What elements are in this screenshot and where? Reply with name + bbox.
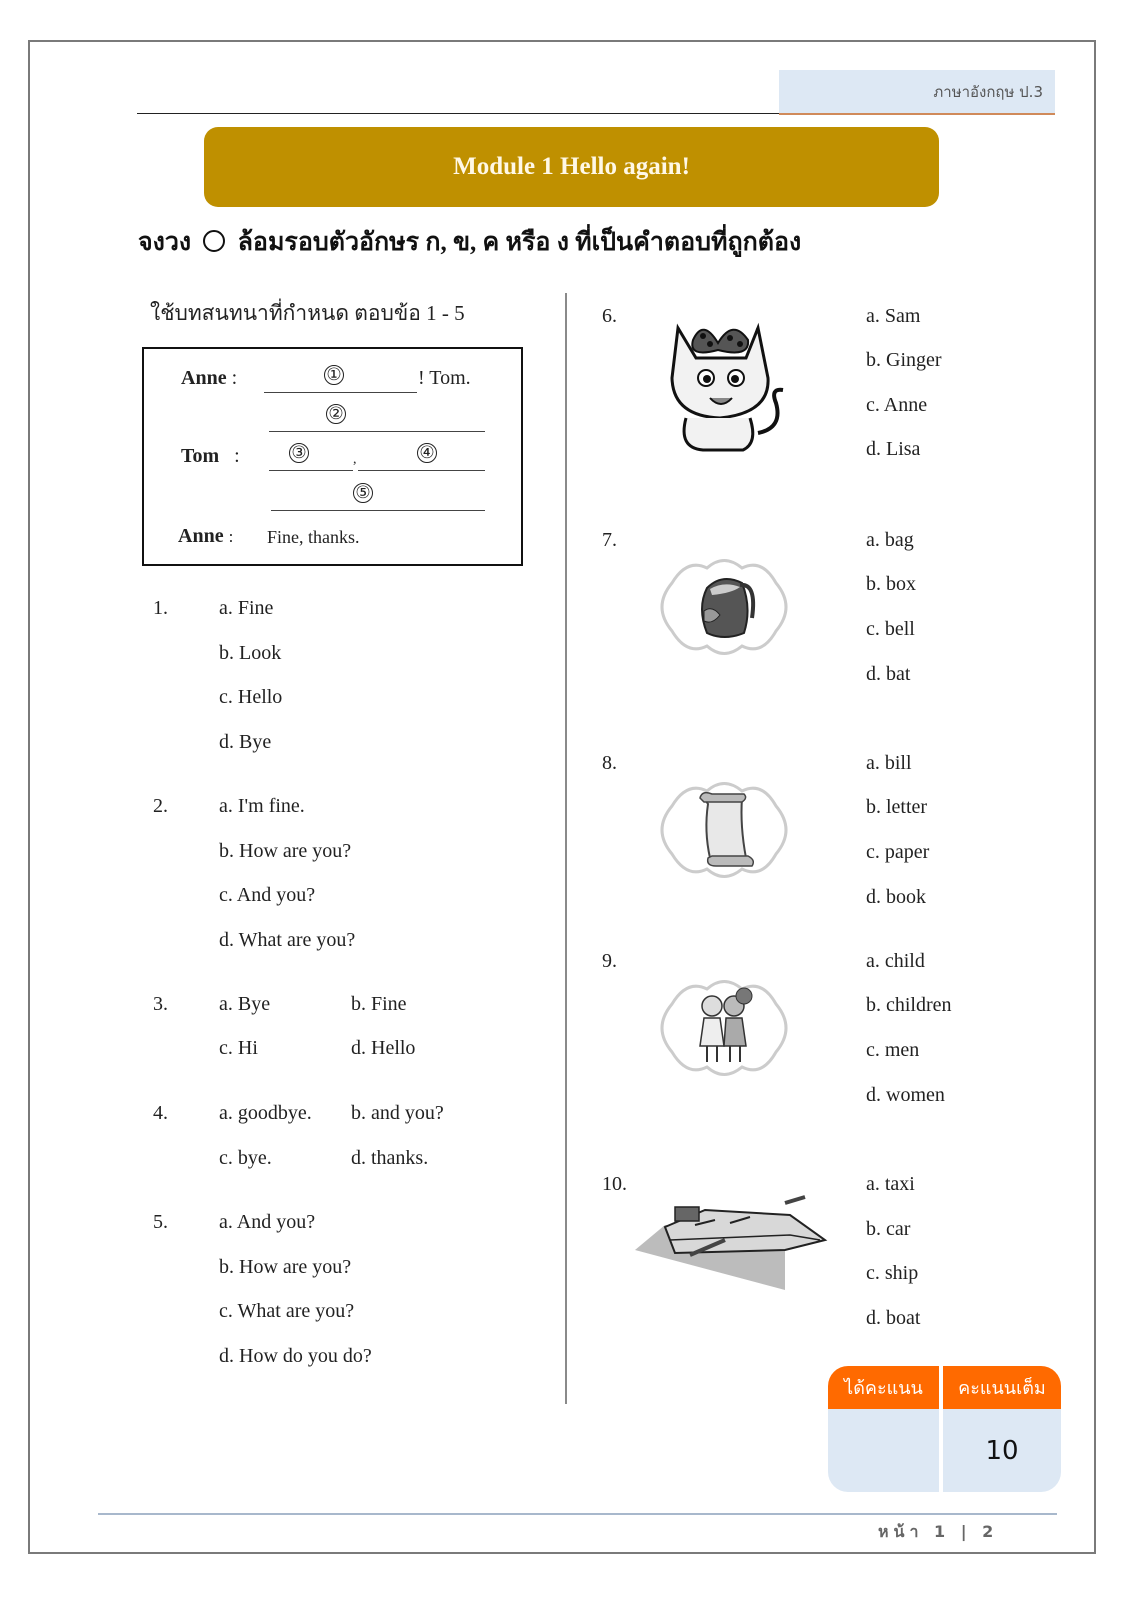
header-rule [137, 113, 779, 114]
page-border [28, 40, 1096, 1554]
instruction [138, 222, 801, 262]
blank-2-number: ② [326, 404, 346, 424]
option[interactable]: c. ship [866, 1262, 919, 1284]
option[interactable]: b. children [866, 994, 952, 1016]
question-number: 3. [153, 993, 168, 1015]
option[interactable]: c. men [866, 1039, 920, 1061]
question-number: 6. [602, 305, 617, 327]
option[interactable]: d. women [866, 1084, 945, 1106]
option[interactable]: a. Bye [219, 993, 271, 1015]
option[interactable]: c. Anne [866, 394, 928, 416]
option[interactable]: a. bag [866, 529, 914, 551]
option[interactable]: b. letter [866, 796, 928, 818]
option[interactable]: b. box [866, 573, 916, 595]
blank-5-number: ⑤ [353, 483, 373, 503]
option[interactable]: b. Fine [351, 993, 407, 1015]
option[interactable]: b. car [866, 1218, 911, 1240]
option[interactable]: d. Hello [351, 1037, 416, 1059]
dialog-intro: ใช้บทสนทนาที่กำหนด ตอบข้อ 1 - 5 [150, 301, 465, 325]
score-full-label: คะแนนเต็ม [943, 1366, 1061, 1409]
option[interactable]: d. bat [866, 663, 911, 685]
option[interactable]: c. paper [866, 841, 930, 863]
circle-icon [203, 230, 225, 252]
two-children-image [652, 974, 796, 1082]
blank-1-number: ① [324, 365, 344, 385]
blank-2-line [269, 431, 485, 432]
option[interactable]: c. bye. [219, 1147, 272, 1169]
question-number: 8. [602, 752, 617, 774]
dialog-speaker-anne-2: Anne : [178, 525, 234, 547]
blank-3-line [269, 470, 353, 471]
blank-3-number: ③ [289, 443, 309, 463]
instruction-text-1: จงวง [138, 229, 192, 256]
backpack-image [652, 553, 796, 661]
blank-4-line [358, 470, 485, 471]
header-rule-accent [779, 113, 1055, 115]
module-title: Module 1 Hello again! [453, 153, 690, 180]
footer-rule [98, 1513, 1057, 1515]
cat-with-bow-image [658, 318, 788, 454]
instruction-text-2: ล้อมรอบตัวอักษร ก, ข, ค หรือ ง ที่เป็นคำตอบที่ถูกต้อง [237, 229, 802, 256]
option[interactable]: d. How do you do? [219, 1345, 372, 1367]
score-full-value: 10 [943, 1409, 1061, 1492]
option[interactable]: b. Look [219, 642, 282, 664]
option[interactable]: a. Sam [866, 305, 921, 327]
question-number: 5. [153, 1211, 168, 1233]
option[interactable]: a. Fine [219, 597, 274, 619]
option[interactable]: b. and you? [351, 1102, 444, 1124]
option[interactable]: d. thanks. [351, 1147, 429, 1169]
dialog-speaker-tom: Tom : [181, 445, 240, 467]
option[interactable]: d. Bye [219, 731, 272, 753]
header-subject: ภาษาอังกฤษ ป.3 [933, 83, 1043, 101]
question-number: 2. [153, 795, 168, 817]
option[interactable]: c. Hello [219, 686, 283, 708]
option[interactable]: c. bell [866, 618, 915, 640]
option[interactable]: c. Hi [219, 1037, 258, 1059]
option[interactable]: d. book [866, 886, 926, 908]
option[interactable]: c. And you? [219, 884, 316, 906]
dialog-box [142, 347, 523, 566]
header-subject-band [779, 70, 1055, 114]
page-number: หน้า 1 | 2 [878, 1522, 999, 1541]
blank-4-number: ④ [417, 443, 437, 463]
option[interactable]: d. What are you? [219, 929, 356, 951]
score-earned-value[interactable] [828, 1409, 939, 1492]
option[interactable]: b. Ginger [866, 349, 942, 371]
question-number: 4. [153, 1102, 168, 1124]
blank-5-line [271, 510, 485, 511]
question-number: 10. [602, 1173, 627, 1195]
module-title-banner [204, 127, 939, 207]
dialog-line1-suffix: ! Tom. [418, 367, 471, 389]
score-box [828, 1366, 1061, 1492]
option[interactable]: a. bill [866, 752, 912, 774]
question-number: 9. [602, 950, 617, 972]
question-number: 1. [153, 597, 168, 619]
dialog-comma: , [353, 452, 357, 467]
paper-scroll-image [652, 776, 796, 884]
dialog-final-line: Fine, thanks. [267, 527, 360, 547]
rowboat-image [635, 1195, 830, 1295]
column-divider [565, 293, 567, 1404]
option[interactable]: a. taxi [866, 1173, 915, 1195]
question-number: 7. [602, 529, 617, 551]
option[interactable]: a. goodbye. [219, 1102, 312, 1124]
option[interactable]: a. I'm fine. [219, 795, 305, 817]
dialog-speaker-anne-1: Anne : [181, 367, 238, 389]
option[interactable]: a. And you? [219, 1211, 316, 1233]
option[interactable]: a. child [866, 950, 925, 972]
blank-1-line [264, 392, 417, 393]
option[interactable]: c. What are you? [219, 1300, 355, 1322]
score-earned-label: ได้คะแนน [828, 1366, 939, 1409]
option[interactable]: d. boat [866, 1307, 921, 1329]
option[interactable]: b. How are you? [219, 1256, 352, 1278]
option[interactable]: b. How are you? [219, 840, 352, 862]
option[interactable]: d. Lisa [866, 438, 921, 460]
